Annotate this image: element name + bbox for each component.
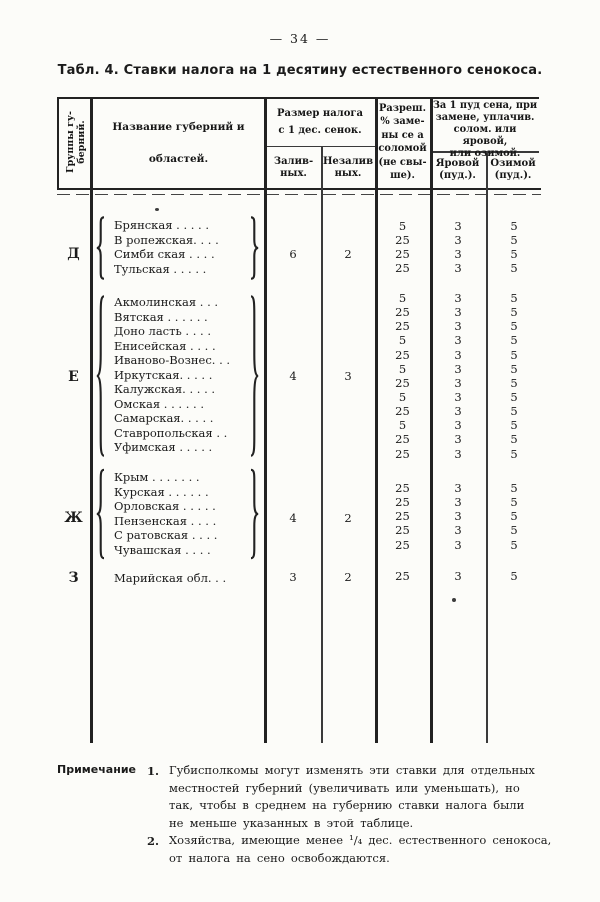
spring-value: 3 [454,569,462,583]
notes-label: Примечание [57,763,136,776]
header-groups-column [60,97,91,187]
group-letter: З [68,570,79,586]
winter-value: 5 [510,495,518,510]
page-number: — 34 — [269,31,331,46]
right-brace [248,293,260,459]
text-line: солом. или яровой, [453,123,517,147]
pct-value: 5 [398,333,407,348]
value-row [375,496,542,510]
province-name: Пензенская . . . . [114,513,217,528]
spring-value: 3 [454,389,462,404]
value-row [375,248,542,262]
province-name: В ропежская. . . . [114,232,219,247]
pct-value: 25 [395,319,410,334]
text-line: замене, уплачив. [435,111,535,123]
pct-value: 25 [395,537,410,552]
group-values [375,482,542,553]
text-line: не меньше указанных в этой таблице. [169,815,414,830]
province-name: Курская . . . . . . [114,484,209,499]
value-row [375,405,542,419]
value-row [375,482,542,496]
pct-value: 25 [395,247,410,262]
text-line: Залив- [273,156,314,167]
winter-value: 5 [510,333,518,348]
value-row [375,377,542,391]
text-line: областей. [148,153,209,165]
winter-value: 5 [510,375,518,390]
pct-value: 25 [395,233,410,248]
spring-value: 3 [454,361,462,376]
value-row [375,391,542,405]
right-brace [248,216,260,280]
text-line: от налога на сено освобождаются. [169,850,390,865]
group-values [375,292,542,462]
winter-value: 5 [510,219,518,233]
pct-value: 25 [395,404,410,419]
winter-value: 5 [510,319,518,334]
header-unflooded [322,151,374,185]
pct-value: 5 [398,219,407,233]
pct-value: 5 [398,361,407,376]
spring-value: 3 [454,446,462,461]
text-line: Озимой [490,158,536,169]
flooded-rate: 6 [289,247,297,261]
value-row [375,433,542,447]
note-text [169,832,552,867]
text-line: ных. [280,168,307,179]
text-line: (пуд.). [494,170,532,181]
header-tax-size [267,102,373,142]
value-row [375,524,542,538]
province-name: Крым . . . . . . . [114,470,200,484]
pct-value: 25 [395,446,410,461]
spring-value: 3 [454,219,462,233]
province-name: Марийская обл. . . [114,571,227,585]
text-line: ше). [390,170,415,182]
header-spring-pud [430,153,485,187]
value-row [375,292,542,306]
table-rule-v-groups [90,97,93,743]
spring-value: 3 [454,537,462,552]
text-line: % заме- [380,116,425,128]
province-name: Доно ласть . . . . [114,324,211,338]
text-line: Название губерний и [112,121,245,133]
winter-value: 5 [510,432,518,447]
winter-value: 5 [510,418,518,433]
left-brace [95,293,107,459]
group-names [114,218,248,276]
province-name: Омская . . . . . . [114,396,204,411]
province-name: С ратовская . . . . [114,528,218,542]
winter-value: 5 [510,347,518,362]
pct-value: 5 [398,389,407,404]
value-row [375,320,542,334]
province-name: Самарская. . . . . [114,411,214,425]
text-line: берний. [75,120,87,164]
spring-value: 3 [454,261,462,276]
unflooded-rate: 2 [344,247,352,261]
text-line: с 1 дес. сенок. [278,125,362,136]
province-name: Орловская . . . . . [114,499,216,513]
value-row [375,262,542,276]
pct-value: 25 [395,375,410,390]
table-rule-v-names [264,97,267,743]
group-values [375,570,542,584]
province-name: Иркутская. . . . . [114,367,213,382]
pct-value: 25 [395,495,410,510]
spring-value: 3 [454,523,462,538]
winter-value: 5 [510,247,518,262]
province-name: Калужская. . . . . [114,382,216,396]
group-letter: Д [67,246,80,262]
winter-value: 5 [510,305,518,320]
winter-value: 5 [510,509,518,524]
value-row [375,570,542,584]
province-name: Тульская . . . . . [114,261,207,276]
pct-value: 25 [395,305,410,320]
province-name: Брянская . . . . . [114,218,210,232]
winter-value: 5 [510,537,518,552]
value-row [375,234,542,248]
pct-value: 25 [395,432,410,447]
winter-value: 5 [510,361,518,376]
table-title: Табл. 4. Ставки налога на 1 десятину естественного сенокоса. [57,63,543,78]
text-line: ных. [334,168,362,179]
value-row [375,510,542,524]
winter-value: 5 [510,233,518,248]
note-number: 2. [147,834,160,848]
winter-value: 5 [510,389,518,404]
text-line: Группы гу- [64,111,76,173]
province-name: Енисейская . . . . [114,338,216,353]
spring-value: 3 [454,247,462,262]
text-line: Хозяйства, имеющие менее ¹/₄ дес. естественного сенокоса, [169,833,552,847]
pct-value: 25 [395,569,410,583]
note-text [169,762,545,832]
header-flooded [267,151,320,185]
text-line: (пуд.). [439,170,476,181]
header-names-column [94,101,263,185]
spring-value: 3 [454,481,462,495]
group-values [375,220,542,277]
group-letter: Ж [64,510,83,526]
text-line: ны се а [381,129,424,141]
group-names [114,571,248,586]
table-rule-header-bottom-2 [57,194,541,196]
table-rule-header-bottom [57,188,541,191]
province-name: Иваново-Вознес. . . [114,353,231,367]
table-rule-left-edge [57,97,59,189]
spring-value: 3 [454,418,462,433]
text-line: Незалив [322,156,374,167]
ink-speck [452,598,456,602]
spring-value: 3 [454,291,462,305]
spring-value: 3 [454,333,462,348]
table-rule-top [57,97,539,100]
winter-value: 5 [510,291,518,305]
ink-speck [155,208,159,211]
value-row [375,419,542,433]
text-line: Разреш. [379,103,426,114]
winter-value: 5 [510,261,518,276]
group-names [114,470,248,557]
note-number: 1. [147,764,160,778]
spring-value: 3 [454,319,462,334]
group-letter: Е [68,369,79,385]
header-winter-pud [487,153,539,187]
pct-value: 25 [395,481,410,495]
province-name: Акмолинская . . . [114,295,219,309]
text-line: так, чтобы в среднем на губернию ставки налога были [169,798,525,812]
text-line: (не свы- [378,156,427,168]
left-brace [95,468,107,560]
spring-value: 3 [454,305,462,320]
unflooded-rate: 2 [344,570,352,584]
text-line: соломой [378,143,427,155]
spring-value: 3 [454,509,462,524]
winter-value: 5 [510,446,518,461]
province-name: Симби ская . . . . [114,247,215,261]
winter-value: 5 [510,523,518,538]
value-row [375,220,542,234]
value-row [375,448,542,462]
unflooded-rate: 3 [344,369,352,383]
text-line: Яровой [435,158,480,169]
value-row [375,539,542,553]
right-brace [248,468,260,560]
winter-value: 5 [510,481,518,495]
value-row [375,363,542,377]
value-row [375,334,542,348]
value-row [375,349,542,363]
unflooded-rate: 2 [344,511,352,525]
header-per-pud [431,100,539,160]
pct-value: 25 [395,347,410,362]
spring-value: 3 [454,432,462,447]
pct-value: 25 [395,509,410,524]
pct-value: 5 [398,291,407,305]
flooded-rate: 4 [289,369,297,383]
text-line: Размер налога [276,108,364,119]
left-brace [95,216,107,280]
spring-value: 3 [454,233,462,248]
province-name: Уфимская . . . . . [114,440,213,454]
spring-value: 3 [454,347,462,362]
province-name: Вятская . . . . . . [114,309,208,324]
flooded-rate: 3 [289,570,297,584]
flooded-rate: 4 [289,511,297,525]
pct-value: 25 [395,523,410,538]
spring-value: 3 [454,495,462,510]
group-names [114,295,248,455]
spring-value: 3 [454,404,462,419]
value-row [375,306,542,320]
text-line: или озимой. [449,147,521,159]
province-name: Чувашская . . . . [114,542,211,557]
pct-value: 25 [395,261,410,276]
province-name: Ставропольская . . [114,425,228,440]
text-line: За 1 пуд сена, при [432,100,538,111]
text-line: Губисполкомы могут изменять эти ставки для отдельных [169,763,535,777]
pct-value: 5 [398,418,407,433]
winter-value: 5 [510,404,518,419]
table-rule-v-flood [321,146,323,743]
winter-value: 5 [510,569,518,583]
spring-value: 3 [454,375,462,390]
header-replace-pct [377,102,428,182]
text-line: местностей губерний (увеличивать или уменьшать), но [169,780,520,795]
